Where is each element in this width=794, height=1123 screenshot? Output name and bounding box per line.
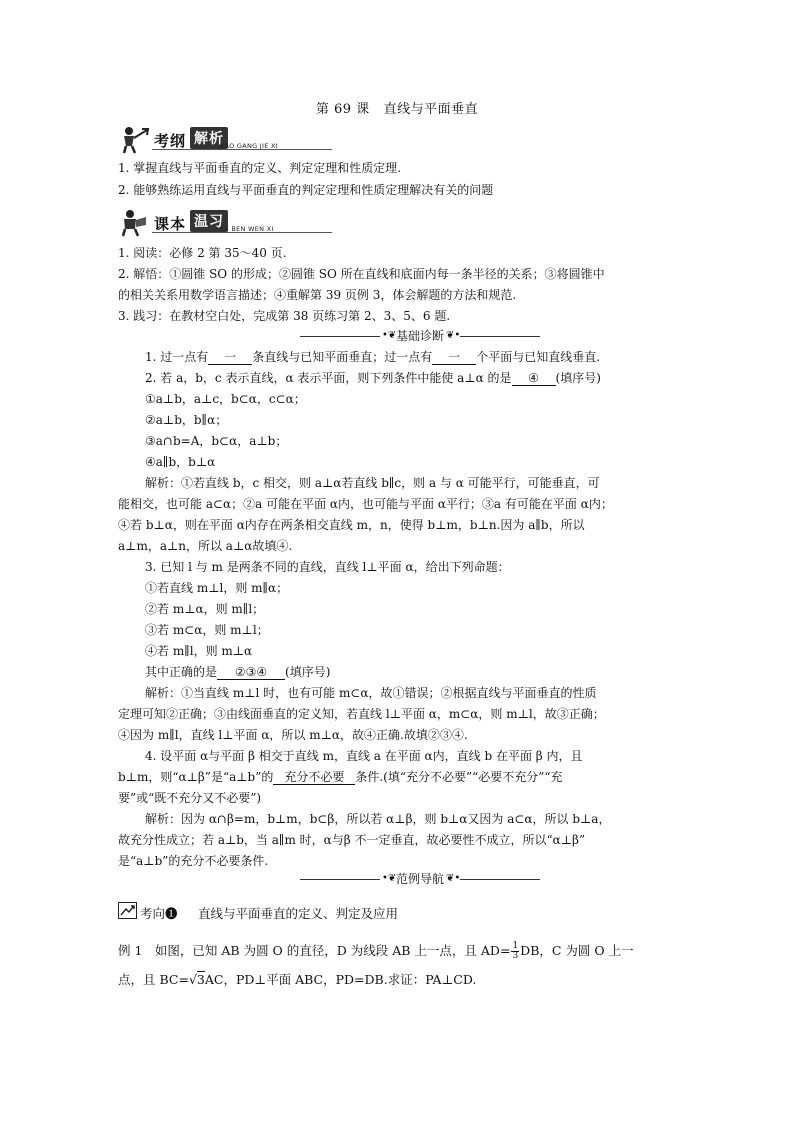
q3-option-4: ④若 m∥l，则 m⊥α: [145, 644, 253, 658]
question-4-line-3: 要”或“既不充分又不必要”): [118, 791, 262, 805]
ornament-icon: •❦: [382, 330, 397, 341]
divider-fanli: [300, 872, 540, 886]
objective-1: 1. 掌握直线与平面垂直的定义、判定定理和性质定理.: [118, 161, 402, 175]
example-1-line-2: 点，且 BC=√3AC，PD⊥平面 ABC，PD=DB.求证：PA⊥CD.: [118, 972, 477, 987]
climbing-figure-icon: [120, 124, 150, 154]
divider-label: 基础诊断: [395, 329, 444, 343]
q4-solution-3: 是“a⊥b”的充分不必要条件.: [118, 854, 269, 868]
header-word-1: 考纲: [154, 132, 187, 150]
review-item-2a: 2. 解悟：①圆锥 SO 的形成；②圆锥 SO 所在直线和底面内每一条半径的关系；③将圆锥中: [118, 267, 605, 281]
reading-figure-icon: [120, 207, 150, 237]
ornament-icon: ❦•: [446, 873, 461, 884]
answer-blank: 一: [208, 351, 252, 365]
section-header-keben: [118, 205, 418, 239]
review-item-2b: 的相关关系用数学语言描述；④重解第 39 页例 3，体会解题的方法和规范.: [118, 288, 517, 302]
header-word-2: 温习: [190, 210, 228, 232]
q3-option-1: ①若直线 m⊥l，则 m∥α；: [145, 581, 289, 595]
header-underline: [152, 232, 332, 233]
trend-arrow-icon: [118, 902, 137, 919]
q3-solution-1: 解析：①当直线 m⊥l 时，也有可能 m⊂α，故①错误；②根据直线与平面垂直的性质: [145, 686, 597, 700]
q3-option-2: ②若 m⊥α，则 m∥l；: [145, 602, 265, 616]
question-4-line-1: 4. 设平面 α与平面 β 相交于直线 m，直线 a 在平面 α内，直线 b 在平面 β 内，且: [145, 749, 583, 763]
section-header-kaogang: [118, 122, 418, 156]
q4-solution-1: 解析：因为 α∩β=m，b⊥m，b⊂β，所以若 α⊥β，则 b⊥α又因为 a⊂α，所以 b⊥a，: [145, 812, 611, 826]
question-2: 2. 若 a，b，c 表示直线，α 表示平面，则下列条件中能使 a⊥α 的是 ④ (填序号): [145, 371, 601, 385]
divider-label: 范例导航: [395, 872, 444, 886]
answer-blank: ②③④: [217, 666, 285, 680]
header-underline: [152, 149, 332, 150]
fraction: $\frac{1}{3}$: [512, 941, 519, 961]
q3-option-3: ③若 m⊂α，则 m⊥l；: [145, 623, 269, 637]
header-pinyin: KAO GANG JIE XI: [220, 142, 278, 150]
q2-option-2: ②a⊥b，b∥α；: [145, 413, 228, 427]
q3-answer-line: 其中正确的是 ②③④ (填序号): [145, 665, 331, 679]
objective-2: 2. 能够熟练运用直线与平面垂直的判定定理和性质定理解决有关的问题: [118, 183, 494, 197]
q4-solution-2: 故充分性成立；若 a⊥b，当 a∥m 时，α与β 不一定垂直，故必要性不成立，所以“α⊥β”: [118, 833, 586, 847]
answer-blank: ④: [512, 372, 556, 386]
question-3: 3. 已知 l 与 m 是两条不同的直线，直线 l⊥平面 α，给出下列命题：: [145, 560, 510, 574]
divider-jichu: [300, 329, 540, 343]
question-4-line-2: b⊥m，则“α⊥β”是“a⊥b”的 充分不必要 条件.(填“充分不必要”“必要不充分”“充: [118, 770, 563, 784]
q2-solution-2: 能相交，也可能 a⊂α；②a 可能在平面 α内，也可能与平面 α平行；③a 有可能在平面 α内；: [118, 497, 613, 511]
ornament-icon: •❦: [382, 873, 397, 884]
q2-option-3: ③a∩b=A，b⊂α，a⊥b；: [145, 434, 288, 448]
question-1: 1. 过一点有 一 条直线与已知平面垂直；过一点有 一 个平面与已知直线垂直.: [145, 350, 601, 364]
q2-solution-1: 解析：①若直线 b，c 相交，则 a⊥α若直线 b∥c，则 a 与 α 可能平行，可能垂直，可: [145, 476, 600, 490]
q2-solution-4: a⊥m，a⊥n，所以 a⊥α故填④.: [118, 539, 293, 553]
review-item-1: 1. 阅读：必修 2 第 35～40 页.: [118, 246, 287, 260]
q2-solution-3: ④若 b⊥α，则在平面 α内存在两条相交直线 m，n，使得 b⊥m，b⊥n.因为 a∥b，所以: [118, 518, 585, 532]
sqrt-radicand: 3: [196, 972, 205, 987]
review-item-3: 3. 践习：在教材空白处，完成第 38 页练习第 2、3、5、6 题.: [118, 309, 451, 323]
q2-option-1: ①a⊥b，a⊥c，b⊂α，c⊂α；: [145, 392, 306, 406]
answer-blank: 一: [432, 351, 476, 365]
kaoxiang-label: 考向❶: [140, 906, 178, 921]
ornament-icon: ❦•: [446, 330, 461, 341]
example-1-line-1: 例 1 如图，已知 AB 为圆 O 的直径，D 为线段 AB 上一点，且 AD= $\frac{1}{3}$ DB，C 为圆 O 上一: [118, 941, 634, 961]
header-word-2: 解析: [190, 127, 228, 149]
answer-blank: 充分不必要: [273, 771, 355, 785]
lesson-topic: 直线与平面垂直: [383, 102, 479, 117]
q3-solution-2: 定理可知②正确；③由线面垂直的定义知，若直线 l⊥平面 α，m⊂α，则 m⊥l，故③正确；: [118, 707, 605, 721]
page-title: [0, 98, 794, 117]
kaoxiang-heading: [118, 902, 448, 922]
sqrt-symbol: √: [188, 972, 197, 987]
header-word-1: 课本: [154, 215, 187, 233]
header-pinyin: KE BEN WEN XI: [220, 225, 274, 233]
lesson-number: 第 69 课: [315, 102, 370, 117]
q3-solution-3: ④因为 m∥l，直线 l⊥平面 α，所以 m⊥α，故④正确.故填②③④.: [118, 728, 468, 742]
kaoxiang-title: 直线与平面垂直的定义、判定及应用: [198, 906, 399, 921]
q2-option-4: ④a∥b，b⊥α: [145, 455, 216, 469]
